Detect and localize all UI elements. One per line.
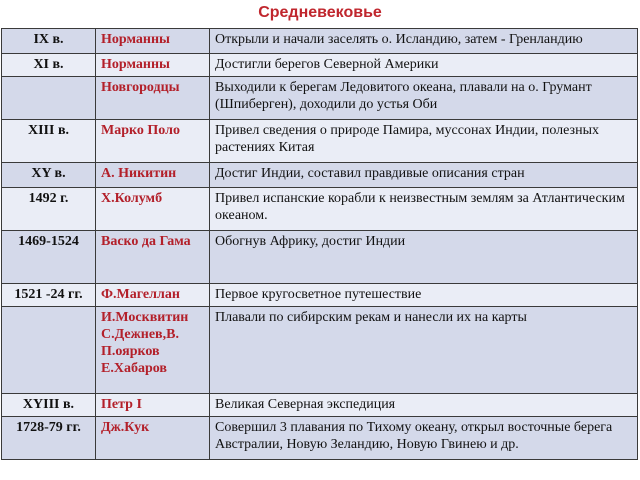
- period-cell: [2, 307, 96, 394]
- table-row: [2, 231, 638, 284]
- explorer-cell: Х.Колумб: [96, 188, 210, 231]
- explorer-cell: Дж.Кук: [96, 417, 210, 460]
- description-cell: Достиг Индии, составил правдивые описания стран: [210, 163, 638, 188]
- description-cell: Привел испанские корабли к неизвестным землям за Атлантическим океаном.: [210, 188, 638, 231]
- period-cell: 1469-1524: [2, 231, 96, 284]
- table-row: [2, 163, 638, 188]
- explorers-table: [1, 28, 638, 460]
- period-cell: IX в.: [2, 29, 96, 54]
- description-cell: Выходили к берегам Ледовитого океана, плавали на о. Грумант (Шпиберген), доходили до устья Оби: [210, 77, 638, 120]
- explorer-cell: И.Москвитин С.Дежнев,В. П.оярков Е.Хабаров: [96, 307, 210, 394]
- description-cell: Привел сведения о природе Памира, муссонах Индии, полезных растениях Китая: [210, 120, 638, 163]
- table-row: [2, 120, 638, 163]
- explorer-cell: Ф.Магеллан: [96, 284, 210, 307]
- table-row: [2, 77, 638, 120]
- period-cell: 1521 -24 гг.: [2, 284, 96, 307]
- description-cell: Великая Северная экспедиция: [210, 394, 638, 417]
- explorer-cell: Норманны: [96, 54, 210, 77]
- explorer-cell: Марко Поло: [96, 120, 210, 163]
- description-cell: Открыли и начали заселять о. Исландию, затем - Гренландию: [210, 29, 638, 54]
- table-row: [2, 29, 638, 54]
- period-cell: 1492 г.: [2, 188, 96, 231]
- table-row: [2, 284, 638, 307]
- period-cell: XYIII в.: [2, 394, 96, 417]
- page-title: Средневековье: [258, 4, 382, 21]
- table-row: [2, 54, 638, 77]
- period-cell: XY в.: [2, 163, 96, 188]
- period-cell: [2, 77, 96, 120]
- period-cell: 1728-79 гг.: [2, 417, 96, 460]
- table-row: [2, 307, 638, 394]
- explorer-cell: Васко да Гама: [96, 231, 210, 284]
- explorer-cell: Петр I: [96, 394, 210, 417]
- description-cell: Плавали по сибирским рекам и нанесли их на карты: [210, 307, 638, 394]
- description-cell: Достигли берегов Северной Америки: [210, 54, 638, 77]
- explorer-cell: А. Никитин: [96, 163, 210, 188]
- table-row: [2, 417, 638, 460]
- description-cell: Совершил 3 плавания по Тихому океану, открыл восточные берега Австралии, Новую Зеландию, Новую Гвинею и др.: [210, 417, 638, 460]
- table-row: [2, 394, 638, 417]
- table-row: [2, 188, 638, 231]
- description-cell: Первое кругосветное путешествие: [210, 284, 638, 307]
- explorer-cell: Новгородцы: [96, 77, 210, 120]
- explorer-cell: Норманны: [96, 29, 210, 54]
- period-cell: XI в.: [2, 54, 96, 77]
- description-cell: Обогнув Африку, достиг Индии: [210, 231, 638, 284]
- period-cell: XIII в.: [2, 120, 96, 163]
